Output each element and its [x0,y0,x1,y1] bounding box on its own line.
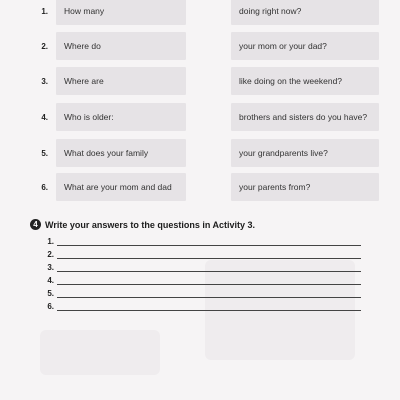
question-end-text: brothers and sisters do you have? [239,112,368,122]
answer-line[interactable] [57,310,361,311]
question-end-box [231,0,379,25]
question-start-text: What does your family [64,148,149,158]
question-start-box [56,0,186,25]
question-start-text: Who is older: [64,112,114,122]
answer-line[interactable] [57,284,361,285]
question-start-text: Where do [64,41,101,51]
activity-number-badge: 4 [30,219,41,230]
answer-line[interactable] [57,245,361,246]
show-through-smudge [40,330,160,375]
question-start-box [56,173,186,201]
question-end-text: your parents from? [239,182,311,192]
question-end-box [231,67,379,95]
question-start-box [56,139,186,167]
row-number: 1. [41,7,48,16]
row-number: 3. [41,77,48,86]
answer-line[interactable] [57,271,361,272]
answer-number: 4. [47,276,54,285]
answer-line[interactable] [57,297,361,298]
answer-number: 6. [47,302,54,311]
question-start-text: Where are [64,76,104,86]
question-end-box [231,32,379,60]
activity-instruction: Write your answers to the questions in Activity 3. [45,219,256,230]
question-end-text: like doing on the weekend? [239,76,343,86]
question-end-text: your mom or your dad? [239,41,327,51]
answer-line[interactable] [57,258,361,259]
row-number: 2. [41,42,48,51]
question-start-box [56,32,186,60]
question-end-text: your grandparents live? [239,148,328,158]
answer-number: 2. [47,250,54,259]
answer-number: 3. [47,263,54,272]
question-end-box [231,103,379,131]
question-start-box [56,103,186,131]
answer-number: 1. [47,237,54,246]
question-start-text: What are your mom and dad [64,182,172,192]
row-number: 4. [41,113,48,122]
activity-4-heading [30,219,255,230]
question-end-box [231,139,379,167]
answer-number: 5. [47,289,54,298]
row-number: 6. [41,183,48,192]
question-end-box [231,173,379,201]
row-number: 5. [41,149,48,158]
question-start-box [56,67,186,95]
question-end-text: doing right now? [239,6,302,16]
question-start-text: How many [64,6,105,16]
